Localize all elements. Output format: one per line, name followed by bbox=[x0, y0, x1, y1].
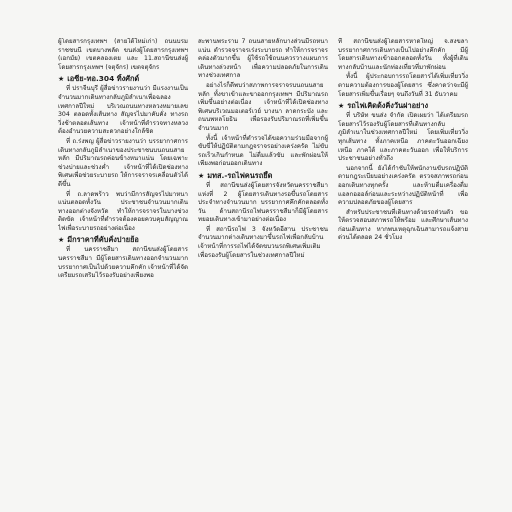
article-paragraph: ที่ สถานีขนส่งผู้โดยสารหาดใหญ่ จ.สงขลา บรรยากาศการเดินทางเป็นไปอย่างคึกคัก มีผู้โดยสารเดินทางเข้าออกตลอดทั้งวัน ทั้งผู้ที่เดินทางกลับบ้านและนักท่องเที่ยวที่มาพักผ่อน bbox=[338, 38, 468, 71]
section-heading bbox=[58, 235, 188, 245]
text-column-3 bbox=[338, 38, 468, 512]
section-heading bbox=[58, 74, 188, 84]
text-column-1 bbox=[58, 38, 188, 512]
star-bullet-icon: ★ bbox=[58, 236, 65, 245]
article-paragraph: ทั้งนี้ ผู้ประกอบการรถโดยสารได้เพิ่มเที่ยววิ่งตามความต้องการของผู้โดยสาร ซึ่งคาดว่าจะมีผู้โดยสารเพิ่มขึ้นเรื่อยๆ จนถึงวันที่ 31 ธันวาคม bbox=[338, 73, 468, 98]
article-paragraph: ที่ ถ.ลาดพร้าว พบว่ามีการสัญจรไปมาหนาแน่นตลอดทั้งวัน ประชาชนจำนวนมากเดินทางออกต่างจังหวัด ทำให้การจราจรในบางช่วงติดขัด เจ้าหน้าที่ตำรวจต้องคอยควบคุมสัญญาณไฟเพื่อระบายรถอย่างต่อเนื่อง bbox=[58, 190, 188, 232]
section-heading-text: มทส.-รถไฟคนรถยึ้ด bbox=[207, 170, 273, 180]
article-paragraph: ที่ สถานีรถไฟ 3 จังหวัดอีสาน ประชาชนจำนวนมากต่างเดินทางมาขึ้นรถไฟเพื่อกลับบ้าน เจ้าหน้าที่การรถไฟได้จัดขบวนรถพิเศษเพิ่มเติม เพื่อรองรับผู้โดยสารในช่วงเทศกาลปีใหม่ bbox=[198, 225, 328, 259]
section-heading-text: เอซีย-ทอ.304 ทิ้งศักด์ bbox=[67, 74, 140, 84]
article-paragraph: นอกจากนี้ ยังได้กำชับให้พนักงานขับรถปฏิบัติตามกฎระเบียบอย่างเคร่งครัด ตรวจสภาพรถก่อนออกเดินทางทุกครั้ง และห้ามดื่มเครื่องดื่มแอลกอฮอล์ก่อนและระหว่างปฏิบัติหน้าที่ เพื่อความปลอดภัยของผู้โดยสาร bbox=[338, 164, 468, 207]
article-paragraph: สำหรับประชาชนที่เดินทางด้วยรถส่วนตัว ขอให้ตรวจสอบสภาพรถให้พร้อม และศึกษาเส้นทางก่อนเดินทาง หากพบเหตุฉุกเฉินสามารถแจ้งสายด่วนได้ตลอด 24 ชั่วโมง bbox=[338, 208, 468, 242]
section-heading bbox=[338, 101, 468, 111]
article-paragraph: ทั้งนี้ เจ้าหน้าที่ตำรวจได้ขอความร่วมมือจากผู้ขับขี่ให้ปฏิบัติตามกฎจราจรอย่างเคร่งครัด ไม่ขับรถเร็วเกินกำหนด ไม่ดื่มแล้วขับ และพักผ่อนให้เพียงพอก่อนออกเดินทาง bbox=[198, 134, 328, 168]
article-paragraph: ผู้โดยสารกรุงเทพฯ (สายใต้ใหม่เก่า) ถนนบรมราชชนนี เขตบางพลัด ขนส่งผู้โดยสารกรุงเทพฯ (เอกมัย) เขตคลองเตย และ 11.สถานีขนส่งผู้โดยสารกรุงเทพฯ (จตุจักร) เขตจตุจักร bbox=[58, 38, 188, 71]
article-paragraph: ที่ สถานีขนส่งผู้โดยสารจังหวัดนครราชสีมา แห่งที่ 2 ผู้โดยสารเดินทางรอขึ้นรถโดยสารประจำทางจำนวนมาก บรรยากาศคึกคักตลอดทั้งวัน ด้านสถานีรถไฟนครราชสีมาก็มีผู้โดยสารทยอยเดินทางเข้ามาอย่างต่อเนื่อง bbox=[198, 181, 328, 224]
article-paragraph: ที่ ถ.ร่งพญ ผู้สื่อข่าวรายงานว่า บรรยากาศการเดินทางกลับภูมิลำเนาของประชาชนบนถนนสายหลัก มีปริมาณรถค่อนข้างหนาแน่น โดยเฉพาะช่วงบ่ายและช่วงค่ำ เจ้าหน้าที่ได้เปิดช่องทางพิเศษเพื่อช่วยระบายรถ ให้การจราจรเคลื่อนตัวได้ดีขึ้น bbox=[58, 137, 188, 188]
section-heading bbox=[198, 171, 328, 181]
star-bullet-icon: ★ bbox=[58, 75, 65, 84]
star-bullet-icon: ★ bbox=[198, 171, 205, 180]
article-paragraph: ที่ นครราชสีมา สถานีขนส่งผู้โดยสารนครราชสีมา มีผู้โดยสารเดินทางออกจำนวนมาก บรรยากาศเป็นไปด้วยความคึกคัก เจ้าหน้าที่ได้จัดเตรียมรถเสริมไว้รองรับอย่างเพียงพอ bbox=[58, 246, 188, 280]
article-paragraph: อย่างไรก็ดีพบว่าสภาพการจราจรบนถนนสายหลัก ทั้งขาเข้าและขาออกกรุงเทพฯ มีปริมาณรถเพิ่มขึ้นอย่างต่อเนื่อง เจ้าหน้าที่ได้เปิดช่องทางพิเศษบริเวณมอเตอร์เวย์ บางนา ลาดกระบัง และถนนพหลโยธิน เพื่อรองรับปริมาณรถที่เพิ่มขึ้นจำนวนมาก bbox=[198, 81, 328, 132]
text-column-2 bbox=[198, 38, 328, 512]
article-paragraph: สะพานพระราม 7 ถนนสายหลักบางส่วนมีรถหนาแน่น ตำรวจจราจรเร่งระบายรถ ทำให้การจราจรคล่องตัวมากขึ้น ผู้ใช้รถใช้ถนนควรวางแผนการเดินทางล่วงหน้า เพื่อความปลอดภัยในการเดินทางช่วงเทศกาล bbox=[198, 38, 328, 80]
article-paragraph: ที่ ปราจีนบุรี ผู้สื่อข่าวรายงานว่า มีแรงงานเป็นจำนวนมากเดินทางกลับภูมิลำเนาเพื่อฉลองเทศกาลปีใหม่ บริเวณถนนทางหลวงหมายเลข 304 ตลอดทั้งเส้นทาง สัญจรไปมาคับคั่ง ทางรถวิ่งช้าตลอดเส้นทาง เจ้าหน้าที่ตำรวจทางหลวงต้องอำนวยความสะดวกอย่างใกล้ชิด bbox=[58, 85, 188, 136]
section-heading-text: มีกราคาที่คับคั่งบ่ายย้อ bbox=[67, 235, 139, 245]
star-bullet-icon: ★ bbox=[338, 102, 345, 111]
article-paragraph: ที่ บริษัท ขนส่ง จำกัด เปิดเผยว่า ได้เตรียมรถโดยสารไว้รองรับผู้โดยสารที่เดินทางกลับภูมิลำเนาในช่วงเทศกาลปีใหม่ โดยเพิ่มเที่ยววิ่งทุกเส้นทาง ทั้งภาคเหนือ ภาคตะวันออกเฉียงเหนือ ภาคใต้ และภาคตะวันออก เพื่อให้บริการประชาชนอย่างทั่วถึง bbox=[338, 112, 468, 163]
section-heading-text: รถไฟเคิดด้งคิ่งวันผ่าอย่าง bbox=[347, 101, 429, 111]
